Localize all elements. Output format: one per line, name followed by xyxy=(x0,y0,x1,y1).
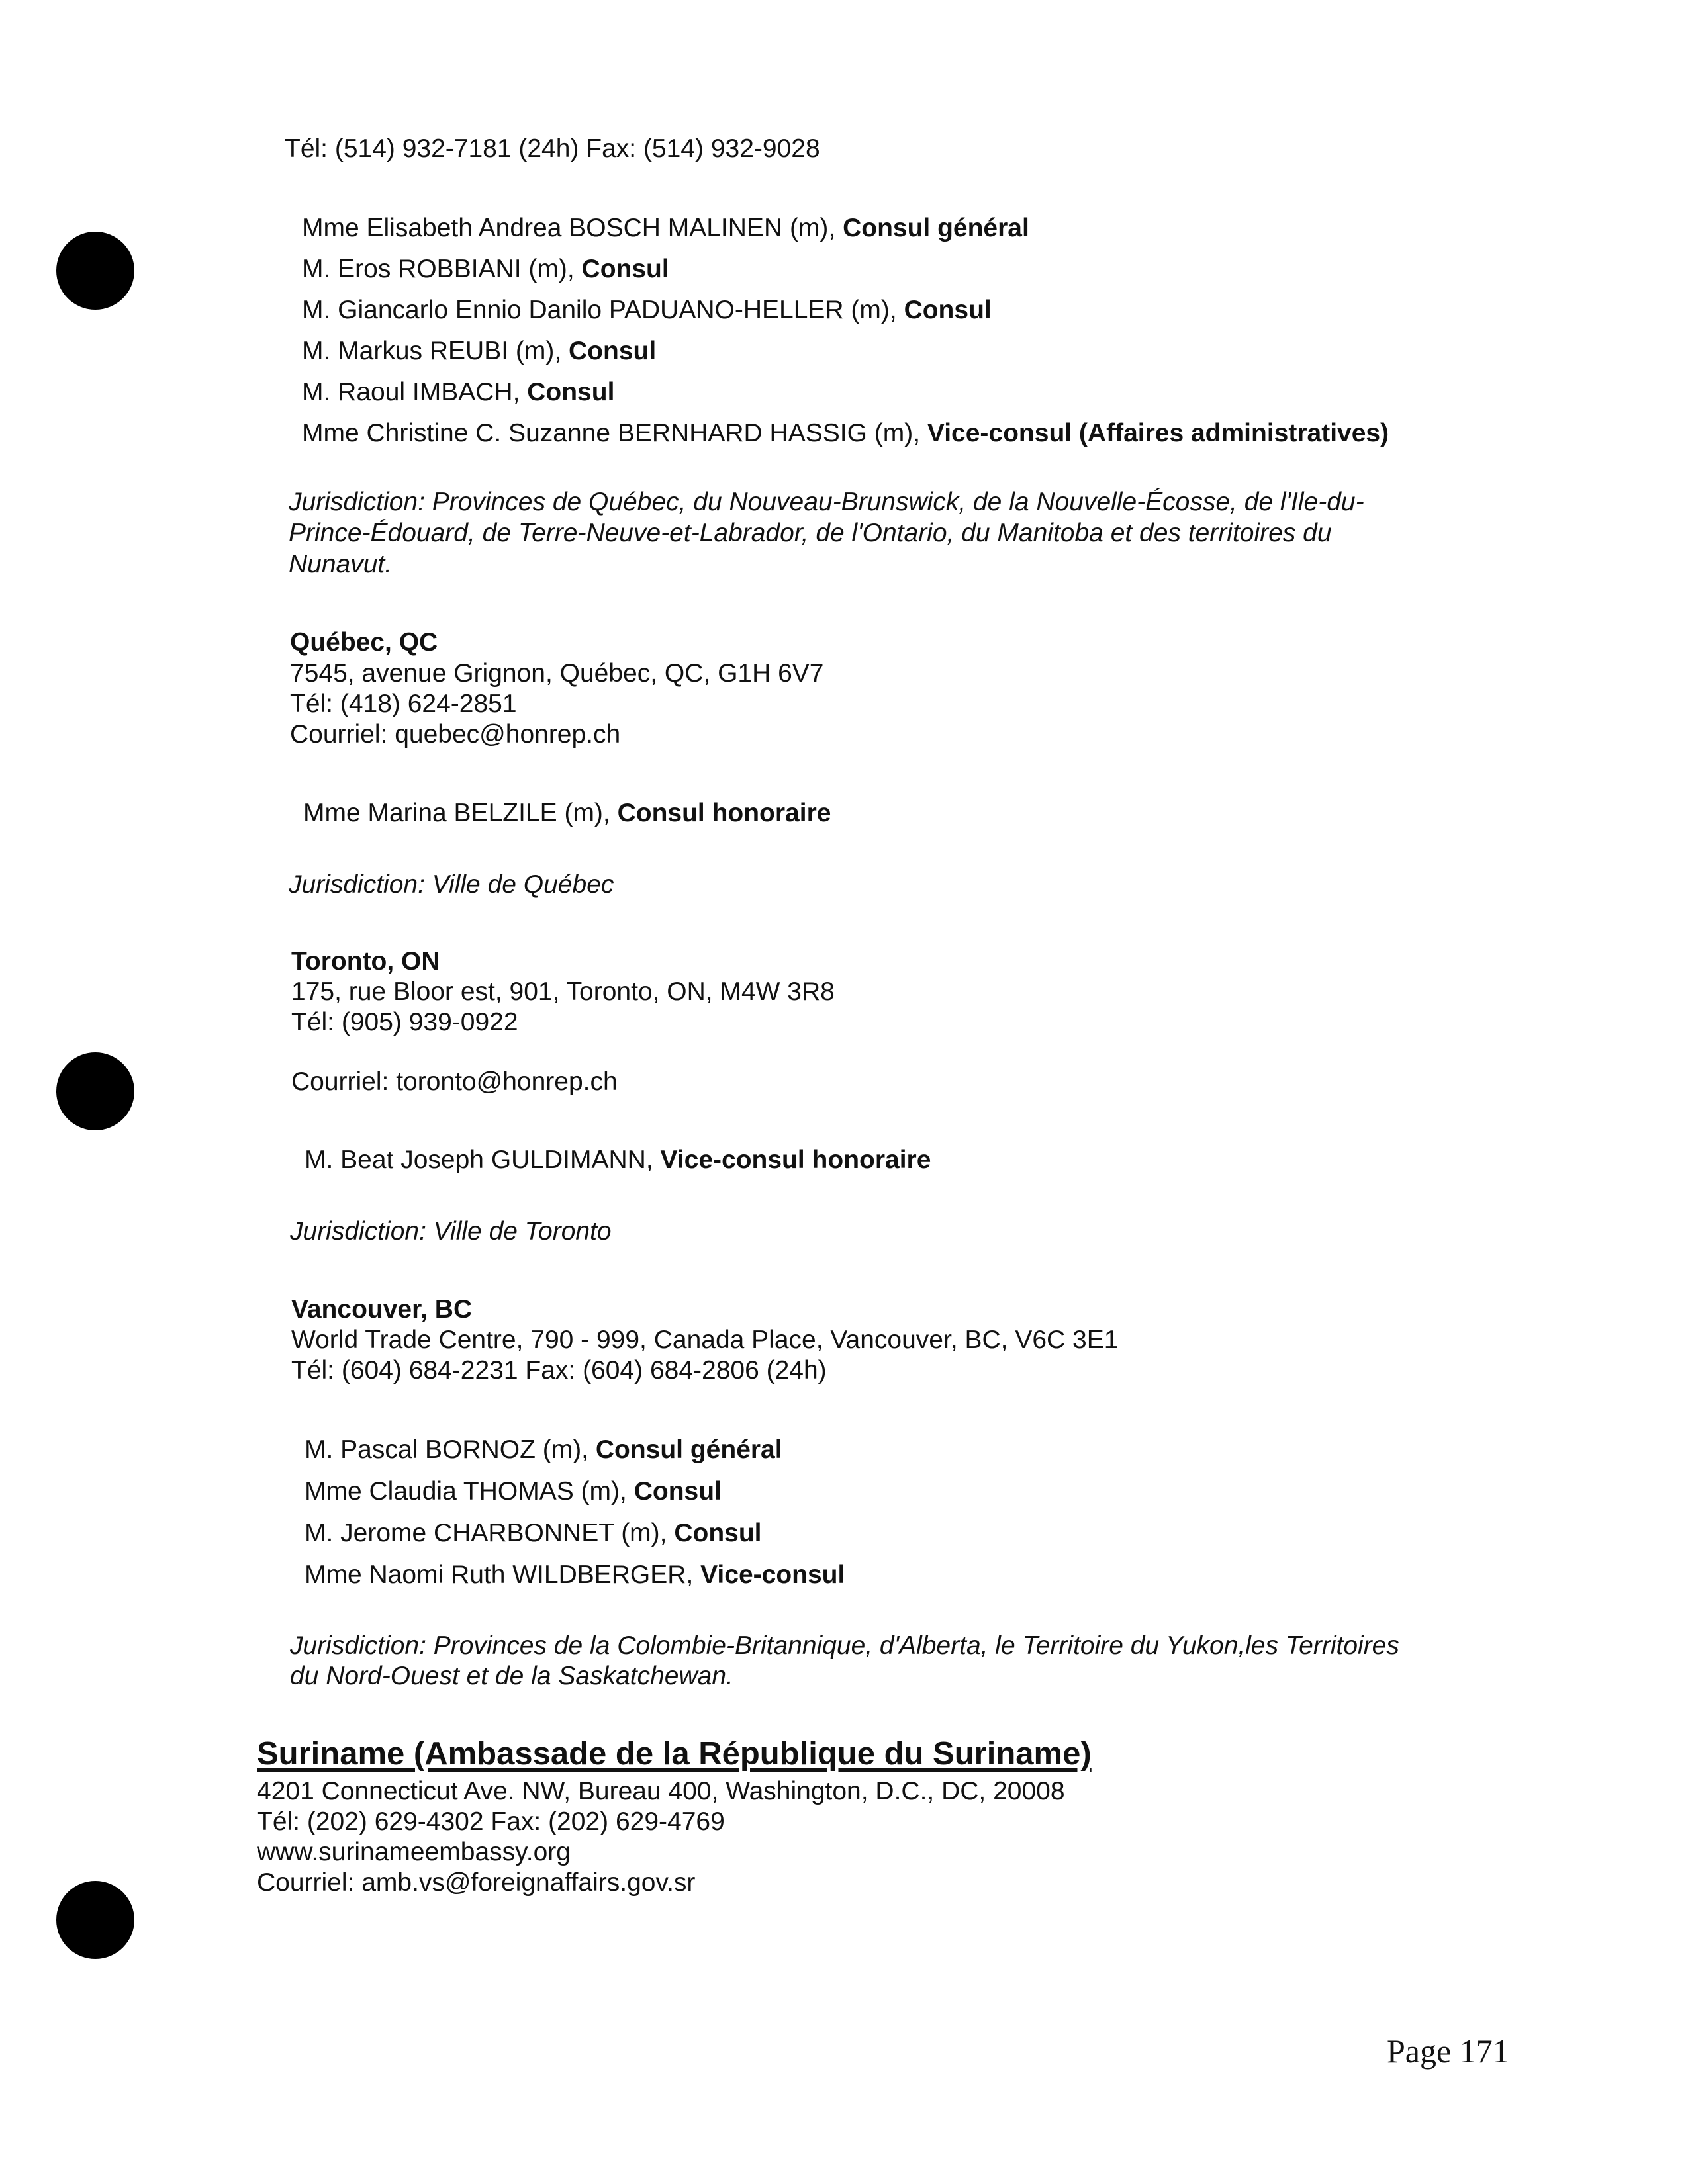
suriname-email: Courriel: amb.vs@foreignaffairs.gov.sr xyxy=(257,1868,696,1897)
montreal-tel-fax: Tél: (514) 932-7181 (24h) Fax: (514) 932-9028 xyxy=(285,134,820,163)
official-title: Consul xyxy=(527,378,615,406)
quebec-address: 7545, avenue Grignon, Québec, QC, G1H 6V7 xyxy=(290,659,824,688)
official-row xyxy=(305,1145,931,1175)
official-title: Consul général xyxy=(843,214,1029,242)
official-title: Vice-consul xyxy=(700,1561,845,1589)
jurisdiction-line: du Nord-Ouest et de la Saskatchewan. xyxy=(290,1662,733,1690)
toronto-address: 175, rue Bloor est, 901, Toronto, ON, M4W 3R8 xyxy=(291,978,835,1006)
quebec-email: Courriel: quebec@honrep.ch xyxy=(290,720,621,749)
binder-hole-top xyxy=(56,232,134,310)
official-row xyxy=(305,1477,722,1507)
official-title: Consul xyxy=(674,1519,762,1547)
toronto-jurisdiction: Jurisdiction: Ville de Toronto xyxy=(290,1217,612,1246)
official-row xyxy=(302,418,1389,449)
toronto-heading: Toronto, ON xyxy=(291,947,440,976)
official-name: M. Giancarlo Ennio Danilo PADUANO-HELLER (m), xyxy=(302,296,904,324)
binder-hole-bottom xyxy=(56,1881,134,1959)
official-title: Consul xyxy=(904,296,992,324)
binder-hole-middle xyxy=(56,1052,134,1130)
quebec-jurisdiction: Jurisdiction: Ville de Québec xyxy=(289,870,614,899)
page-number: Page 171 xyxy=(1387,2032,1509,2070)
official-name: M. Markus REUBI (m), xyxy=(302,337,569,365)
official-name: M. Jerome CHARBONNET (m), xyxy=(305,1519,675,1547)
suriname-address: 4201 Connecticut Ave. NW, Bureau 400, Washington, D.C., DC, 20008 xyxy=(257,1777,1065,1805)
official-row xyxy=(302,336,656,367)
official-title: Consul xyxy=(633,1477,722,1506)
vancouver-tel-fax: Tél: (604) 684-2231 Fax: (604) 684-2806 (24h) xyxy=(291,1356,827,1385)
official-row xyxy=(302,254,669,285)
official-name: Mme Elisabeth Andrea BOSCH MALINEN (m), xyxy=(302,214,843,242)
official-title: Vice-consul honoraire xyxy=(660,1146,931,1174)
toronto-tel: Tél: (905) 939-0922 xyxy=(291,1008,518,1036)
official-name: Mme Claudia THOMAS (m), xyxy=(305,1477,634,1506)
official-name: M. Pascal BORNOZ (m), xyxy=(305,1435,596,1464)
official-title: Consul xyxy=(569,337,657,365)
official-name: M. Raoul IMBACH, xyxy=(302,378,528,406)
jurisdiction-line: Jurisdiction: Provinces de la Colombie-Britannique, d'Alberta, le Territoire du Yukon,les Territoires xyxy=(290,1631,1399,1660)
official-row xyxy=(305,1560,845,1590)
official-row xyxy=(305,1435,782,1465)
official-title: Consul général xyxy=(595,1435,782,1464)
official-row xyxy=(302,213,1029,244)
official-row xyxy=(302,377,614,408)
jurisdiction-line: Prince-Édouard, de Terre-Neuve-et-Labrador, de l'Ontario, du Manitoba et des territoires du xyxy=(289,519,1332,547)
official-name: Mme Marina BELZILE (m), xyxy=(303,799,618,827)
quebec-tel: Tél: (418) 624-2851 xyxy=(290,690,517,718)
suriname-website: www.surinameembassy.org xyxy=(257,1838,571,1866)
official-title: Consul xyxy=(581,255,669,283)
official-name: M. Beat Joseph GULDIMANN, xyxy=(305,1146,661,1174)
suriname-title: Suriname (Ambassade de la République du Suriname) xyxy=(257,1736,1092,1772)
suriname-tel-fax: Tél: (202) 629-4302 Fax: (202) 629-4769 xyxy=(257,1807,725,1836)
toronto-email: Courriel: toronto@honrep.ch xyxy=(291,1068,618,1096)
official-row xyxy=(302,295,992,326)
vancouver-heading: Vancouver, BC xyxy=(291,1295,473,1324)
jurisdiction-line: Nunavut. xyxy=(289,550,393,578)
official-name: Mme Christine C. Suzanne BERNHARD HASSIG (m), xyxy=(302,419,927,447)
official-title: Vice-consul (Affaires administratives) xyxy=(927,419,1389,447)
jurisdiction-line: Jurisdiction: Provinces de Québec, du Nouveau-Brunswick, de la Nouvelle-Écosse, de l'Ile-du- xyxy=(289,488,1364,516)
official-name: M. Eros ROBBIANI (m), xyxy=(302,255,582,283)
official-row xyxy=(305,1518,762,1549)
quebec-heading: Québec, QC xyxy=(290,628,438,657)
official-row xyxy=(303,798,831,829)
official-name: Mme Naomi Ruth WILDBERGER, xyxy=(305,1561,701,1589)
official-title: Consul honoraire xyxy=(617,799,831,827)
vancouver-address: World Trade Centre, 790 - 999, Canada Place, Vancouver, BC, V6C 3E1 xyxy=(291,1326,1119,1354)
